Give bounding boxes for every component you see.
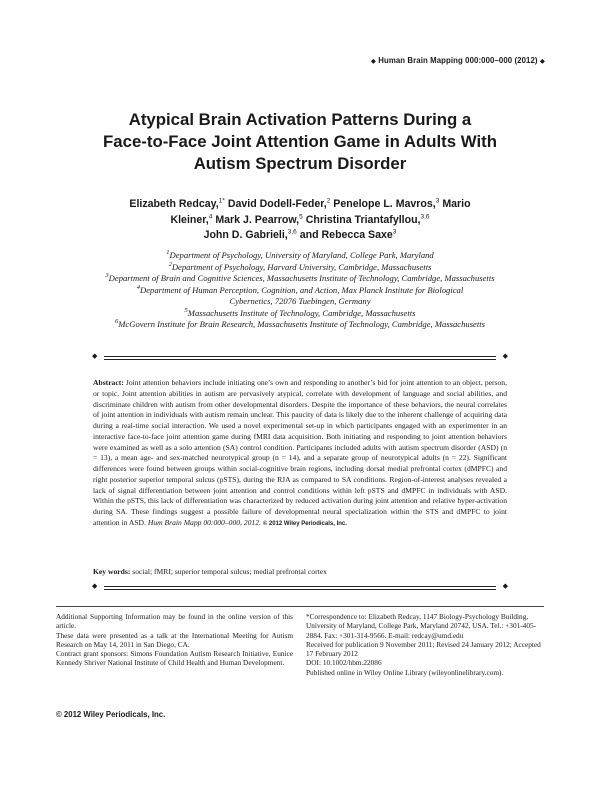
publication-dates: Received for publication 9 November 2011; Revised 24 January 2012; Accepted 17 February 2012: [306, 639, 541, 659]
author-sup: 1*: [218, 197, 225, 205]
diamond-icon: ◆: [92, 352, 98, 360]
footnote: Contract grant sponsors: Simons Foundation Autism Research Initiative, Eunice Kennedy Shriver National Institute of Child Health and Human Development.: [56, 649, 293, 668]
keywords-label: Key words:: [93, 567, 131, 576]
affiliation-item: $^2$Department of Psychology, Harvard University, Cambridge, Massachusetts: [168, 260, 432, 272]
diamond-icon: ◆: [502, 582, 508, 590]
author-name: and Rebecca Saxe: [299, 229, 393, 241]
affiliation-item: $^1$Department of Psychology, University of Maryland, College Park, Maryland: [166, 249, 434, 260]
author-name: David Dodell-Feder,: [227, 198, 327, 210]
paper-title: [0, 109, 600, 175]
abstract-label: Abstract:: [93, 378, 124, 387]
author-name: Penelope L. Mavros,: [333, 198, 436, 210]
affiliation-item: $^3$Department of Brain and Cognitive Sciences, Massachusetts Institute of Technology, Cambridge, Massachusetts: [105, 272, 495, 283]
abstract-copyright: © 2012 Wiley Periodicals, Inc.: [262, 520, 347, 527]
affiliation-item: $^6$McGovern Institute for Brain Research, Massachusetts Institute of Technology, Cambridge, Massachusetts: [115, 318, 485, 329]
keywords: [93, 567, 507, 577]
journal-header: [371, 56, 545, 65]
abstract: [93, 378, 507, 530]
author-name: Mark J. Pearrow,: [215, 213, 300, 226]
diamond-icon: ◆: [92, 582, 98, 590]
affiliation-item: $^4$Department of Human Perception, Cognition, and Action, Max Planck Institute for Biological: [136, 283, 464, 295]
abstract-citation: Hum Brain Mapp 00:000–000, 2012.: [147, 517, 261, 527]
section-divider: [92, 584, 508, 592]
author-name-part: Mario: [442, 198, 471, 210]
author-name-part: Kleiner,: [170, 213, 209, 226]
author-name: Elizabeth Redcay,: [129, 198, 219, 210]
footnote: These data were presented as a talk at the International Meeting for Autism Research on May 14, 2011 in San Diego, CA.: [56, 630, 293, 649]
footnote-rule: [56, 606, 544, 607]
author-sup: 5: [299, 212, 303, 220]
author-name: Christina Triantafyllou,: [305, 213, 421, 226]
diamond-icon: ◆: [502, 352, 508, 360]
doi: DOI: 10.1002/hbm.22086: [306, 658, 382, 668]
copyright: © 2012 Wiley Periodicals, Inc.: [56, 710, 166, 719]
author-sup: 3,6: [287, 228, 297, 236]
title-line: Face-to-Face Joint Attention Game in Adults With: [103, 132, 497, 151]
affiliation-item: $^5$Massachusetts Institute of Technology, Cambridge, Massachusetts: [184, 306, 416, 318]
author-sup: 4: [208, 212, 213, 220]
footnotes-right: [306, 612, 544, 677]
author-name: John D. Gabrieli,: [203, 229, 288, 241]
section-divider: [92, 354, 508, 362]
keywords-text: social; fMRI; superior temporal sulcus; medial prefrontal cortex: [132, 567, 327, 576]
abstract-body: Joint attention behaviors include initiating one’s own and responding to another’s bid for joint attention to an object, person, or topic. Joint attention abilities in autism are pervasively atypical, correlate with development of language and social abilities, and discriminate children with autism from other developmental disorders. Despite the importance of these behaviors, the neural correlates of joint attention in individuals with autism remain unclear. This paucity of data is likely due to the inherent challenge of acquiring data during a real-time social interaction. We used a novel experimental set-up in which participants engaged with an experimenter in an interactive face-to-face joint attention game during fMRI data acquisition. Both initiating and responding to joint attention behaviors were examined as well as a solo attention (SA) control condition. Participants included adults with autism spectrum disorder (ASD) (n = 13), a mean age- and sex-matched neurotypical group (n = 14), and a separate group of neurotypical adults (n = 22). Significant differences were found between groups within social-cognitive brain regions, including dorsal medial prefrontal cortex (dMPFC) and right posterior superior temporal sulcus (pSTS), during the RJA as compared to SA conditions. Region-of-interest analyses revealed a lack of signal differentiation between joint attention and control conditions within left pSTS and dMPFC in individuals with ASD. Within the pSTS, this lack of differentiation was characterized by reduced activation during joint attention and relative hyper-activation during SA. These findings suggest a possible failure of developmental neural specialization within the STS and dMPFC to joint attention in ASD.: [93, 378, 507, 527]
journal-line: Human Brain Mapping 000:000–000 (2012): [378, 56, 538, 65]
diamond-icon: ◆: [539, 58, 545, 65]
footnotes-left: [56, 612, 293, 668]
published-online: Published online in Wiley Online Library (wileyonlinelibrary.com).: [306, 667, 504, 677]
author-sup: 3,6: [420, 212, 430, 220]
affiliation-item-cont: Cybernetics, 72076 Tuebingen, Germany: [229, 296, 371, 306]
author-sup: 3: [392, 228, 397, 236]
author-list: [0, 197, 600, 244]
correspondence: *Correspondence to: Elizabeth Redcay, 1147 Biology-Psychology Building, University of Maryland, College Park, Maryland 20742, USA. Tel.: +301-405-2884. Fax: +301-314-9566. E-mail: redcay@umd.edu: [306, 612, 537, 640]
author-sup: 3: [435, 197, 440, 205]
diamond-icon: ◆: [370, 58, 376, 65]
footnote: Additional Supporting Information may be found in the online version of this article.: [56, 612, 293, 631]
title-line: Atypical Brain Activation Patterns During a: [128, 110, 472, 129]
affiliation-list: [0, 250, 600, 331]
title-line: Autism Spectrum Disorder: [193, 154, 407, 173]
author-sup: 2: [326, 197, 331, 205]
